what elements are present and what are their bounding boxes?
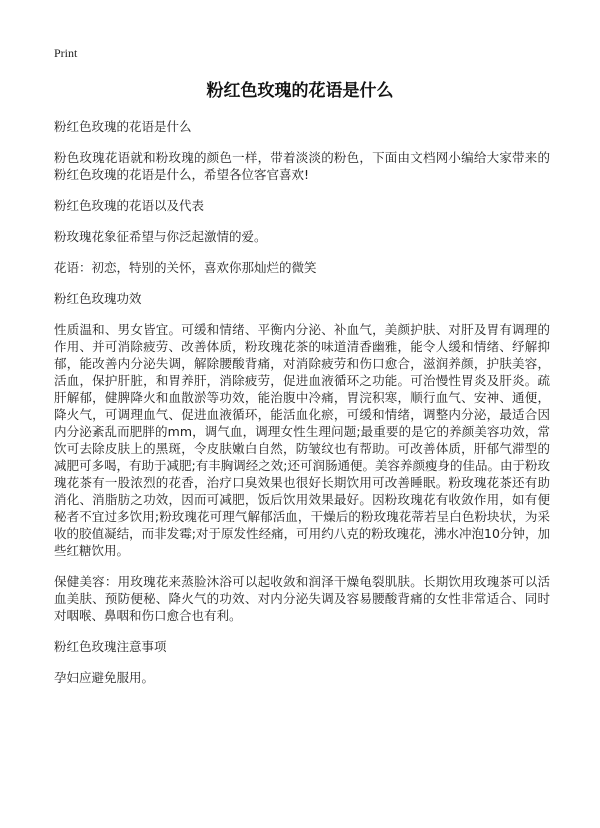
flower-language-paragraph: 花语：初恋，特别的关怀，喜欢你那灿烂的微笑 [54,260,317,275]
print-link[interactable]: Print [54,46,78,60]
section-heading-cautions: 粉红色玫瑰注意事项 [54,639,167,654]
meaning-paragraph: 粉玫瑰花象征希望与你泛起激情的爱。 [54,229,267,244]
section-heading-meaning: 粉红色玫瑰的花语以及代表 [54,198,205,213]
section-heading-intro: 粉红色玫瑰的花语是什么 [54,119,192,134]
page-title: 粉红色玫瑰的花语是什么 [206,81,394,101]
article-body [54,118,550,700]
effects-paragraph: 性质温和、男女皆宜。可缓和情绪、平衡内分泌、补血气，美颜护肤、对肝及胃有调理的作用、并可消除疲劳、改善体质，粉玫瑰花茶的味道清香幽雅，能令人缓和情绪、纾解抑郁，能改善内分泌失调，解除腰酸背痛，对消除疲劳和伤口愈合，滋润养颜，护肤美容，活血，保护肝脏，和胃养肝，消除疲劳，促进血液循环之功能。可治慢性胃炎及肝炎。疏肝解郁，健脾降火和血散淤等功效，能治腹中冷痛，胃浣积寒，顺行血气、安神、通便，降火气，可调理血气、促进血液循环，能活血化瘀，可缓和情绪，调整内分泌，最适合因内分泌紊乱而肥胖的mm，调气血，调理女性生理问题;最重要的是它的养颜美容功效，常饮可去除皮肤上的黑斑，令皮肤嫩白自然，防皱纹也有帮助。可改善体质，肝郁气滞型的减肥可多喝，有助于减肥;有丰胸调经之效;还可润肠通便。美容养颜瘦身的佳品。由于粉玫瑰花茶有一股浓烈的花香，治疗口臭效果也很好长期饮用可改善睡眠。粉玫瑰花茶还有助消化、消脂肪之功效，因而可减肥，饭后饮用效果最好。因粉玫瑰花有收敛作用，如有便秘者不宜过多饮用;粉玫瑰花可理气解郁活血，干燥后的粉玫瑰花蒂若呈白色粉块状，为采收的胶值凝结，而非发霉;对于原发性经痛，可用约八克的粉玫瑰花，沸水冲泡10分钟，加些红糖饮用。 [54,322,550,558]
intro-paragraph: 粉色玫瑰花语就和粉玫瑰的颜色一样，带着淡淡的粉色，下面由文档网小编给大家带来的粉红色玫瑰的花语是什么，希望各位客官喜欢! [54,150,550,182]
section-heading-effects: 粉红色玫瑰功效 [54,291,142,306]
beauty-care-paragraph: 保健美容：用玫瑰花来蒸脸沐浴可以起收敛和润泽干燥龟裂肌肤。长期饮用玫瑰茶可以活血美肤、预防便秘、降火气的功效、对内分泌失调及容易腰酸背痛的女性非常适合、同时对咽喉、鼻咽和伤口愈合也有利。 [54,574,550,623]
cautions-paragraph: 孕妇应避免服用。 [54,670,155,685]
